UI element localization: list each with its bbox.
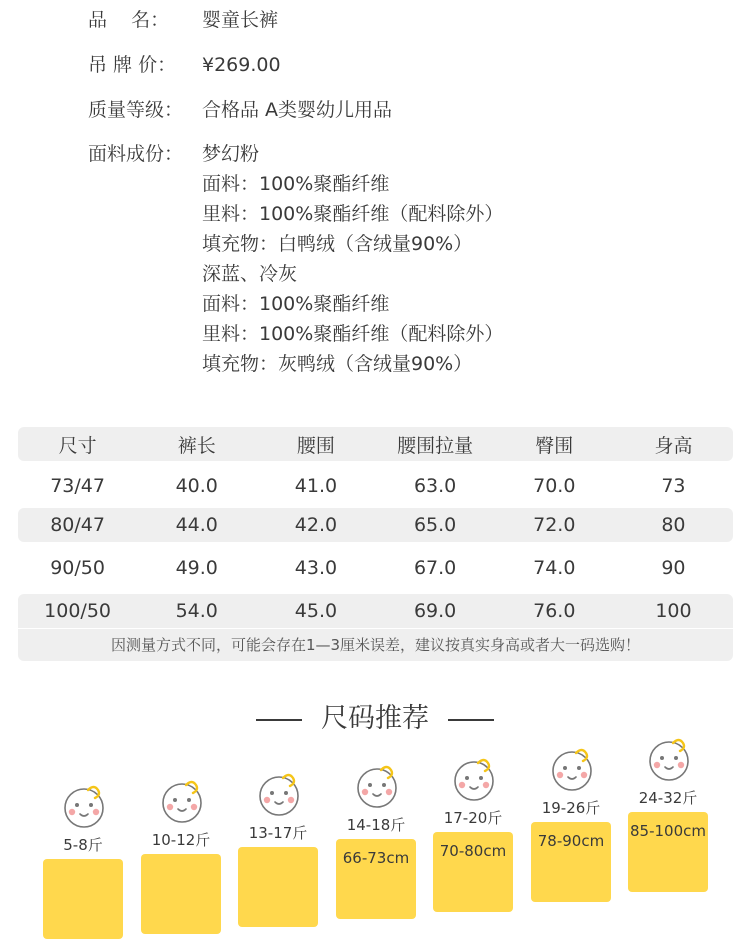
fabric-line: 填充物：灰鸭绒（含绒量90%）	[202, 353, 473, 375]
height-box	[238, 847, 318, 927]
height-box: 70-80cm	[433, 832, 513, 912]
table-cell: 100	[655, 600, 692, 622]
table-cell: 43.0	[294, 557, 338, 579]
weight-label: 13-17斤	[248, 824, 308, 842]
fabric-line: 面料：100%聚酯纤维	[202, 293, 390, 315]
baby-face-icon	[354, 761, 400, 809]
table-header-cell: 尺寸	[58, 434, 97, 457]
baby-face-icon	[256, 769, 302, 817]
table-cell: 41.0	[294, 475, 338, 497]
table-header-cell: 腰围	[296, 434, 335, 457]
size-recommend-item	[628, 0, 708, 863]
fabric-line: 深蓝、冷灰	[202, 263, 298, 285]
table-cell: 73	[661, 475, 686, 497]
table-cell: 74.0	[533, 557, 576, 579]
table-cell: 63.0	[413, 475, 457, 497]
recommend-title-text: 尺码推荐	[321, 703, 429, 734]
table-cell: 72.0	[533, 514, 576, 536]
table-cell: 67.0	[413, 557, 457, 579]
price-label: 吊 牌 价：	[88, 54, 177, 76]
fabric-label: 面料成份：	[88, 143, 184, 165]
height-box: 85-100cm	[628, 812, 708, 892]
price-value: ¥269.00	[202, 54, 281, 76]
baby-face-icon	[159, 776, 205, 824]
weight-label: 17-20斤	[443, 809, 503, 827]
table-cell: 54.0	[175, 600, 218, 622]
table-header-cell: 裤长	[177, 434, 216, 457]
fabric-line: 里料：100%聚酯纤维（配料除外）	[202, 203, 504, 225]
product-name-value: 婴童长裤	[202, 9, 279, 31]
weight-label: 24-32斤	[638, 789, 698, 807]
height-box	[141, 854, 221, 934]
size-recommend-item	[336, 0, 416, 867]
grade-label: 质量等级：	[88, 99, 184, 121]
fabric-line: 面料：100%聚酯纤维	[202, 173, 390, 195]
size-recommend-item	[238, 0, 318, 863]
size-recommend-item	[433, 0, 513, 863]
table-cell: 49.0	[175, 557, 218, 579]
height-box: 78-90cm	[531, 822, 611, 902]
weight-label: 19-26斤	[541, 799, 601, 817]
measurement-note: 因测量方式不同，可能会存在1—3厘米误差，建议按真实身高或者大一码选购！	[18, 629, 733, 661]
table-cell: 65.0	[413, 514, 457, 536]
table-cell: 80	[661, 514, 686, 536]
table-cell: 73/47	[50, 475, 105, 497]
fabric-line: 里料：100%聚酯纤维（配料除外）	[202, 323, 504, 345]
table-cell: 76.0	[533, 600, 576, 622]
weight-label: 10-12斤	[151, 831, 211, 849]
table-header-cell: 腰围拉量	[397, 434, 474, 457]
table-cell: 45.0	[294, 600, 338, 622]
weight-label: 14-18斤	[346, 816, 406, 834]
table-cell: 42.0	[294, 514, 338, 536]
baby-face-icon	[549, 744, 595, 792]
table-header-cell: 臀围	[535, 434, 574, 457]
baby-face-icon	[61, 781, 107, 829]
table-cell: 69.0	[413, 600, 457, 622]
table-cell: 44.0	[175, 514, 218, 536]
table-cell: 100/50	[44, 600, 111, 622]
table-cell: 90/50	[50, 557, 105, 579]
product-name-label: 品 名：	[88, 9, 170, 31]
height-box: 66-73cm	[336, 839, 416, 919]
size-recommend-item	[531, 0, 611, 863]
height-box	[43, 859, 123, 939]
table-header-cell: 身高	[654, 434, 693, 457]
size-recommend-item	[141, 0, 221, 863]
grade-value: 合格品 A类婴幼儿用品	[202, 99, 393, 121]
fabric-line: 填充物：白鸭绒（含绒量90%）	[202, 233, 473, 255]
table-cell: 70.0	[533, 475, 576, 497]
baby-face-icon	[646, 734, 692, 782]
table-cell: 90	[661, 557, 686, 579]
size-recommend-item	[43, 0, 123, 863]
table-cell: 80/47	[50, 514, 105, 536]
baby-face-icon	[451, 754, 497, 802]
fabric-line: 梦幻粉	[202, 143, 260, 165]
table-cell: 40.0	[175, 475, 218, 497]
weight-label: 5-8斤	[63, 836, 103, 854]
